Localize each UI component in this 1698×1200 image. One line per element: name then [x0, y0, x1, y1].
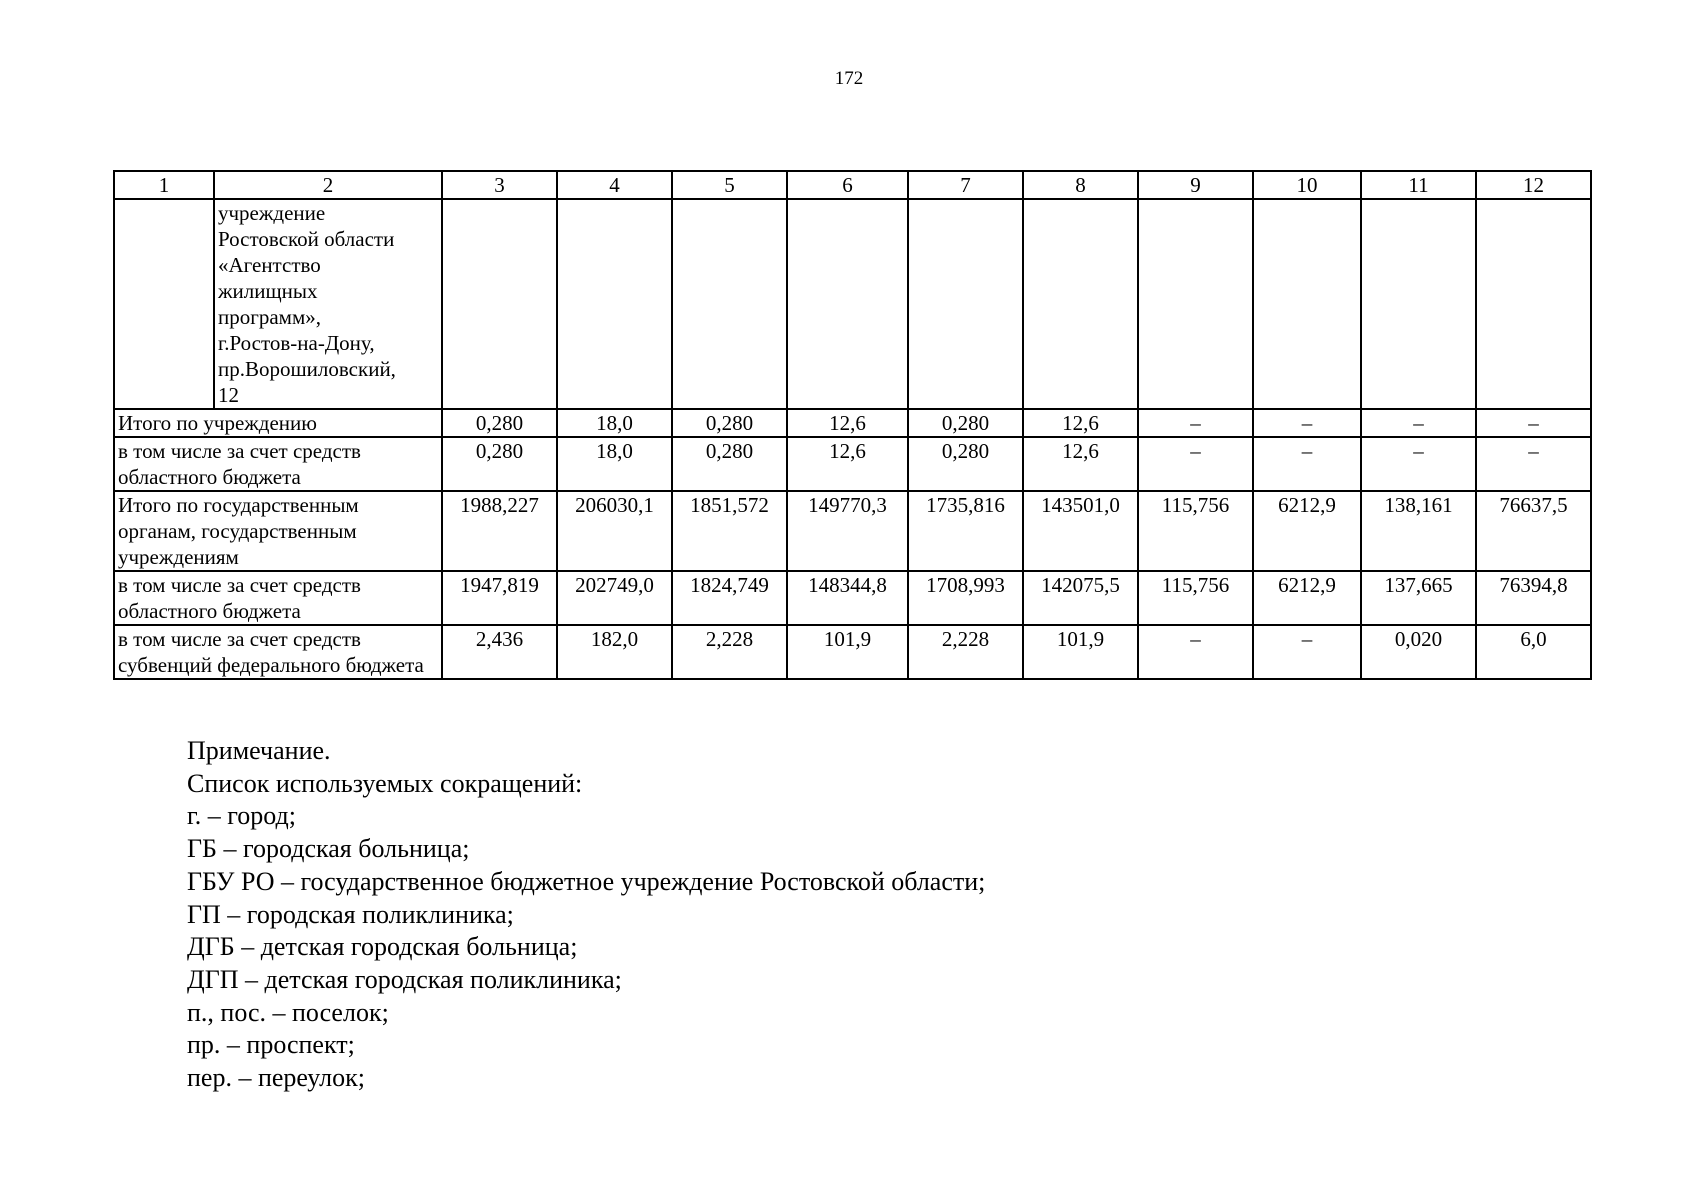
table-cell: 101,9 [787, 625, 908, 679]
table-cell: 148344,8 [787, 571, 908, 625]
institution-name-line: «Агентство [218, 253, 321, 277]
table-cell: 137,665 [1361, 571, 1476, 625]
notes-section [187, 735, 985, 1095]
table-cell: 101,9 [1023, 625, 1138, 679]
institution-name-cell [214, 199, 442, 409]
table-cell: 1947,819 [442, 571, 557, 625]
column-header: 10 [1253, 171, 1361, 199]
column-header: 12 [1476, 171, 1591, 199]
table-cell: – [1138, 409, 1253, 437]
table-cell: 1735,816 [908, 491, 1023, 571]
table-cell: 0,280 [672, 409, 787, 437]
table-cell: 1824,749 [672, 571, 787, 625]
table-cell: 6,0 [1476, 625, 1591, 679]
table-cell: 1988,227 [442, 491, 557, 571]
abbreviation-item: ГБУ РО – государственное бюджетное учреждение Ростовской области; [187, 866, 986, 896]
table-cell: 0,280 [908, 437, 1023, 491]
abbreviation-item: ДГП – детская городская поликлиника; [187, 964, 622, 994]
table-row [114, 491, 1591, 571]
table-row [114, 437, 1591, 491]
abbreviation-item: г. – город; [187, 801, 296, 831]
empty-cell [442, 199, 557, 409]
column-header: 9 [1138, 171, 1253, 199]
table-cell: 0,280 [442, 409, 557, 437]
table-cell: 202749,0 [557, 571, 672, 625]
table-cell: 2,436 [442, 625, 557, 679]
table-cell: 6212,9 [1253, 491, 1361, 571]
table-cell: – [1361, 409, 1476, 437]
table-cell: 0,020 [1361, 625, 1476, 679]
institution-name-line: Ростовской области [218, 227, 395, 251]
table-row [114, 625, 1591, 679]
row-label: в том числе за счет средств областного бюджета [114, 437, 442, 491]
table-row [114, 571, 1591, 625]
notes-subtitle: Список используемых сокращений: [187, 768, 583, 798]
column-header: 5 [672, 171, 787, 199]
page-number: 172 [834, 68, 864, 89]
table-cell: 0,280 [672, 437, 787, 491]
table-cell: 2,228 [672, 625, 787, 679]
institution-name-line: пр.Ворошиловский, [218, 357, 396, 381]
column-header: 11 [1361, 171, 1476, 199]
empty-cell [787, 199, 908, 409]
table-cell: 12,6 [1023, 437, 1138, 491]
abbreviation-item: ДГБ – детская городская больница; [187, 932, 578, 962]
table-cell: 6212,9 [1253, 571, 1361, 625]
column-header: 1 [114, 171, 214, 199]
table-cell: 206030,1 [557, 491, 672, 571]
table-cell: 12,6 [787, 437, 908, 491]
table-cell: 18,0 [557, 437, 672, 491]
column-header: 8 [1023, 171, 1138, 199]
table-cell: 0,280 [442, 437, 557, 491]
table-cell: 2,228 [908, 625, 1023, 679]
empty-cell [672, 199, 787, 409]
table-cell: 143501,0 [1023, 491, 1138, 571]
institution-name-line: 12 [218, 383, 239, 407]
table-cell: – [1138, 437, 1253, 491]
empty-cell [1476, 199, 1591, 409]
table-cell: 149770,3 [787, 491, 908, 571]
table-cell: 12,6 [1023, 409, 1138, 437]
column-header: 7 [908, 171, 1023, 199]
abbreviation-item: ГБ – городская больница; [187, 834, 470, 864]
table-cell: 76394,8 [1476, 571, 1591, 625]
column-header: 2 [214, 171, 442, 199]
table-cell: 0,280 [908, 409, 1023, 437]
institution-name-line: г.Ростов-на-Дону, [218, 331, 375, 355]
empty-cell [114, 199, 214, 409]
column-header: 4 [557, 171, 672, 199]
abbreviation-item: пр. – проспект; [187, 1030, 355, 1060]
empty-cell [908, 199, 1023, 409]
institution-name-line: программ», [218, 305, 322, 329]
column-header: 3 [442, 171, 557, 199]
table-row [114, 409, 1591, 437]
empty-cell [1361, 199, 1476, 409]
table-cell: 76637,5 [1476, 491, 1591, 571]
institution-name-line: учреждение [218, 201, 326, 225]
table-cell: – [1476, 409, 1591, 437]
empty-cell [1023, 199, 1138, 409]
table-cell: 115,756 [1138, 491, 1253, 571]
header-row [114, 171, 1591, 199]
table-cell: – [1253, 409, 1361, 437]
table-cell: 138,161 [1361, 491, 1476, 571]
row-label: Итого по учреждению [114, 409, 442, 437]
notes-title: Примечание. [187, 736, 331, 765]
column-header: 6 [787, 171, 908, 199]
data-table [113, 170, 1592, 680]
abbreviation-item: пер. – переулок; [187, 1063, 365, 1093]
empty-cell [557, 199, 672, 409]
table-cell: – [1253, 625, 1361, 679]
table-cell: 12,6 [787, 409, 908, 437]
abbreviation-item: ГП – городская поликлиника; [187, 899, 514, 929]
empty-cell [1138, 199, 1253, 409]
abbreviation-item: п., пос. – поселок; [187, 997, 389, 1027]
row-label: в том числе за счет средств субвенций федерального бюджета [114, 625, 442, 679]
table-cell: – [1476, 437, 1591, 491]
table-cell: 18,0 [557, 409, 672, 437]
table-cell: – [1253, 437, 1361, 491]
table-cell: 142075,5 [1023, 571, 1138, 625]
table-cell: 1708,993 [908, 571, 1023, 625]
institution-row [114, 199, 1591, 409]
table-cell: 115,756 [1138, 571, 1253, 625]
empty-cell [1253, 199, 1361, 409]
row-label: в том числе за счет средств областного бюджета [114, 571, 442, 625]
table-cell: – [1138, 625, 1253, 679]
row-label: Итого по государственным органам, государственным учреждениям [114, 491, 442, 571]
table-cell: 1851,572 [672, 491, 787, 571]
table-cell: – [1361, 437, 1476, 491]
table-cell: 182,0 [557, 625, 672, 679]
institution-name-line: жилищных [218, 279, 318, 303]
